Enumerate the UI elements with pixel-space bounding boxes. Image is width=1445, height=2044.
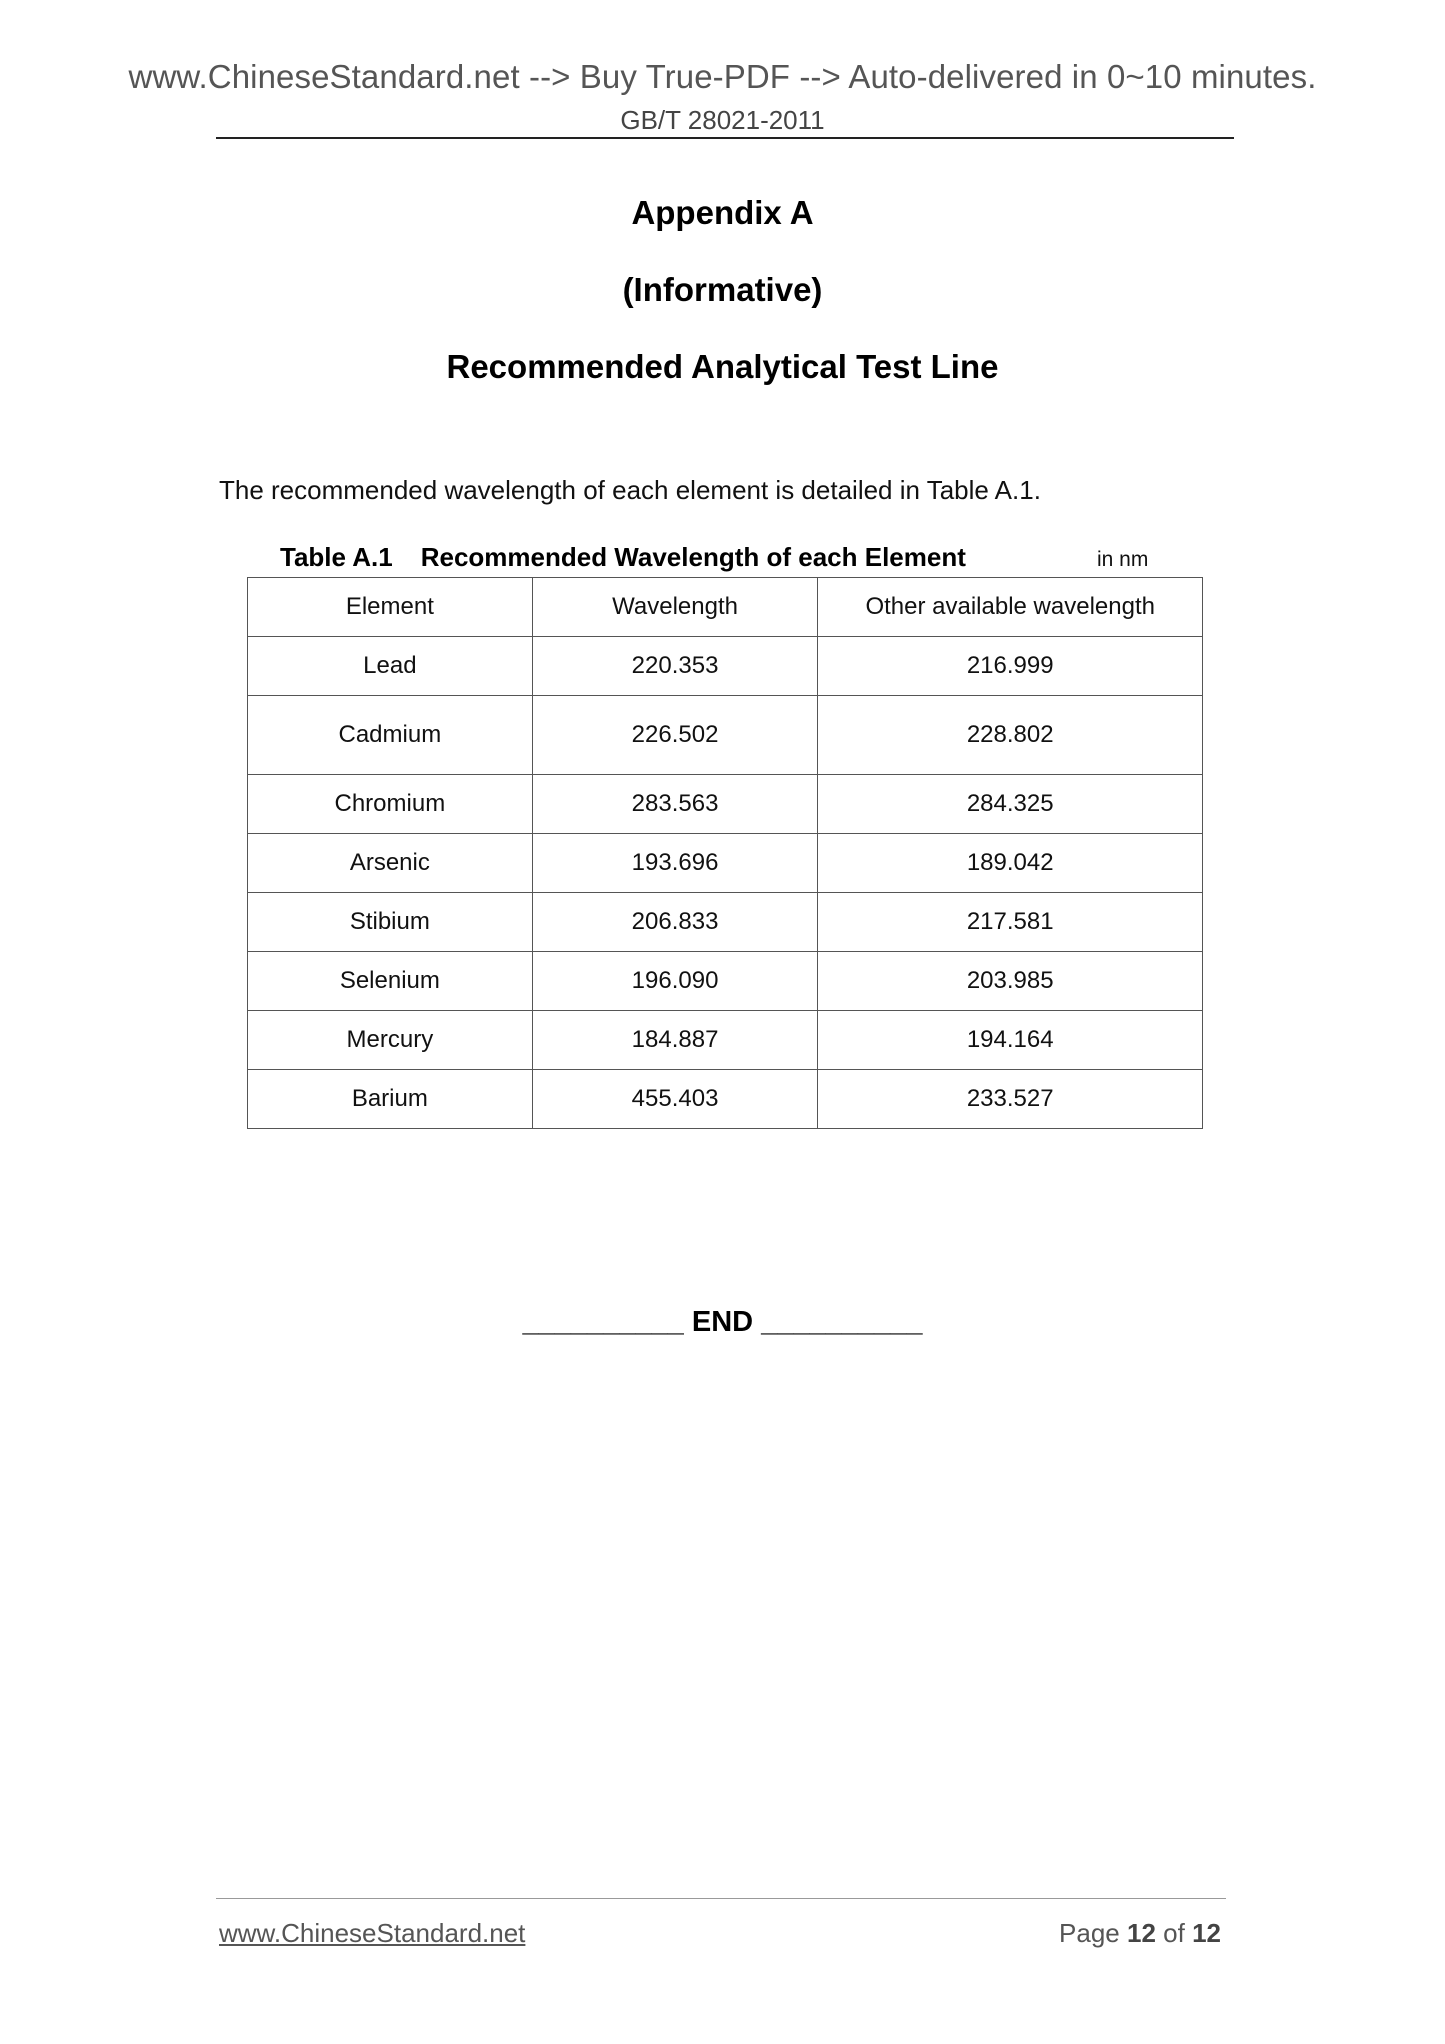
table-row [248, 775, 1203, 834]
table-cell: 228.802 [818, 696, 1203, 775]
end-marker: __________ END __________ [522, 1306, 923, 1338]
header-cell: Element [248, 578, 533, 637]
table-unit: in nm [1097, 548, 1149, 571]
table-cell: 194.164 [818, 1011, 1203, 1070]
page-total: 12 [1192, 1918, 1221, 1948]
table-cell: 206.833 [532, 893, 818, 952]
table-cell: Selenium [248, 952, 533, 1011]
table-row [248, 1070, 1203, 1129]
header-divider [216, 137, 1234, 139]
page-current: 12 [1127, 1918, 1156, 1948]
table-cell: 203.985 [818, 952, 1203, 1011]
footer-site-link[interactable]: www.ChineseStandard.net [219, 1918, 526, 1948]
header-cell: Other available wavelength [818, 578, 1203, 637]
table-cell: 196.090 [532, 952, 818, 1011]
appendix-subtitle: Recommended Analytical Test Line [446, 348, 999, 385]
table-cell: 189.042 [818, 834, 1203, 893]
table-cell: 217.581 [818, 893, 1203, 952]
table-cell: 193.696 [532, 834, 818, 893]
table-cell: 455.403 [532, 1070, 818, 1129]
table-cell: Chromium [248, 775, 533, 834]
footer-divider [216, 1898, 1226, 1899]
table-cell: 184.887 [532, 1011, 818, 1070]
table-cell: 283.563 [532, 775, 818, 834]
page-number [1059, 1918, 1221, 1949]
table-cell: 233.527 [818, 1070, 1203, 1129]
table-row [248, 637, 1203, 696]
table-cell: 226.502 [532, 696, 818, 775]
page-of-label: of [1163, 1918, 1185, 1948]
table-cell: Barium [248, 1070, 533, 1129]
table-cell: 284.325 [818, 775, 1203, 834]
table-row [248, 696, 1203, 775]
table-number: Table A.1 [280, 542, 393, 572]
table-row [248, 952, 1203, 1011]
table-row [248, 834, 1203, 893]
header-cell: Wavelength [532, 578, 818, 637]
table-cell: Stibium [248, 893, 533, 952]
table-cell: Lead [248, 637, 533, 696]
table-cell: Arsenic [248, 834, 533, 893]
table-cell: 216.999 [818, 637, 1203, 696]
table-title: Recommended Wavelength of each Element [420, 542, 966, 572]
table-caption [280, 542, 966, 573]
table-cell: 220.353 [532, 637, 818, 696]
table-row [248, 1011, 1203, 1070]
appendix-title: Appendix A [631, 194, 814, 231]
intro-paragraph: The recommended wavelength of each element is detailed in Table A.1. [219, 475, 1041, 505]
wavelength-table [247, 577, 1203, 1129]
table-row [248, 893, 1203, 952]
table-cell: Cadmium [248, 696, 533, 775]
appendix-type: (Informative) [622, 271, 823, 308]
table-header-row [248, 578, 1203, 637]
standard-code: GB/T 28021-2011 [620, 105, 825, 135]
promo-banner: www.ChineseStandard.net --> Buy True-PDF --> Auto-delivered in 0~10 minutes. [128, 58, 1317, 95]
page-label: Page [1059, 1918, 1120, 1948]
table-cell: Mercury [248, 1011, 533, 1070]
